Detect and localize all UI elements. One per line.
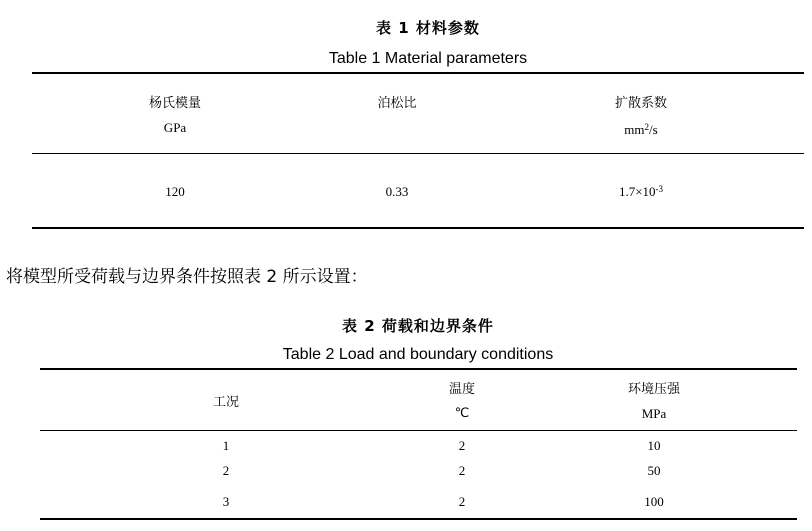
- table2-header-pressure: 环境压强: [627, 382, 681, 397]
- table1-header-poisson-ratio: 泊松比: [377, 96, 417, 111]
- table2-header-pressure-unit: MPa: [641, 406, 667, 421]
- table1-bottom-rule: [32, 227, 804, 229]
- table1-header-diffusion-unit: $mm^2/s$: [624, 122, 658, 137]
- table1-cell-youngs-modulus: 120: [165, 184, 185, 199]
- table2-header-temperature-unit: ℃: [454, 406, 470, 421]
- table1-top-rule: [32, 72, 804, 74]
- table2-row-1-pressure: 10: [647, 438, 661, 453]
- table2-top-rule: [40, 368, 797, 370]
- table2-caption-en: Table 2 Load and boundary conditions: [282, 346, 554, 363]
- table1-header-diffusion: 扩散系数: [614, 96, 668, 111]
- table1-caption-cn: 表 1 材料参数: [376, 19, 480, 37]
- table1-header-youngs-modulus: 杨氏模量: [148, 96, 202, 111]
- table2-header-temperature: 温度: [448, 382, 476, 397]
- table1-cell-poisson-ratio: 0.33: [385, 184, 409, 199]
- table2-mid-rule: [40, 430, 797, 431]
- table2-header-case: 工况: [212, 395, 240, 410]
- table2-row-3-case: 3: [222, 494, 230, 509]
- table2-row-2-temp: 2: [458, 463, 466, 478]
- table1-header-youngs-modulus-unit: GPa: [163, 120, 187, 135]
- table2-row-3-temp: 2: [458, 494, 466, 509]
- body-paragraph: 将模型所受荷载与边界条件按照表 2 所示设置：: [6, 267, 368, 287]
- table1-mid-rule: [32, 153, 804, 154]
- table1-cell-diffusion: $1.7\times 10^{-3}$: [618, 184, 664, 199]
- table2-row-2-case: 2: [222, 463, 230, 478]
- table2-row-2-pressure: 50: [647, 463, 661, 478]
- table2-row-1-temp: 2: [458, 438, 466, 453]
- table2-row-3-pressure: 100: [644, 494, 664, 509]
- table2-row-1-case: 1: [222, 438, 230, 453]
- table1-caption-en: Table 1 Material parameters: [328, 50, 528, 67]
- table2-bottom-rule: [40, 518, 797, 520]
- table2-caption-cn: 表 2 荷载和边界条件: [342, 317, 494, 335]
